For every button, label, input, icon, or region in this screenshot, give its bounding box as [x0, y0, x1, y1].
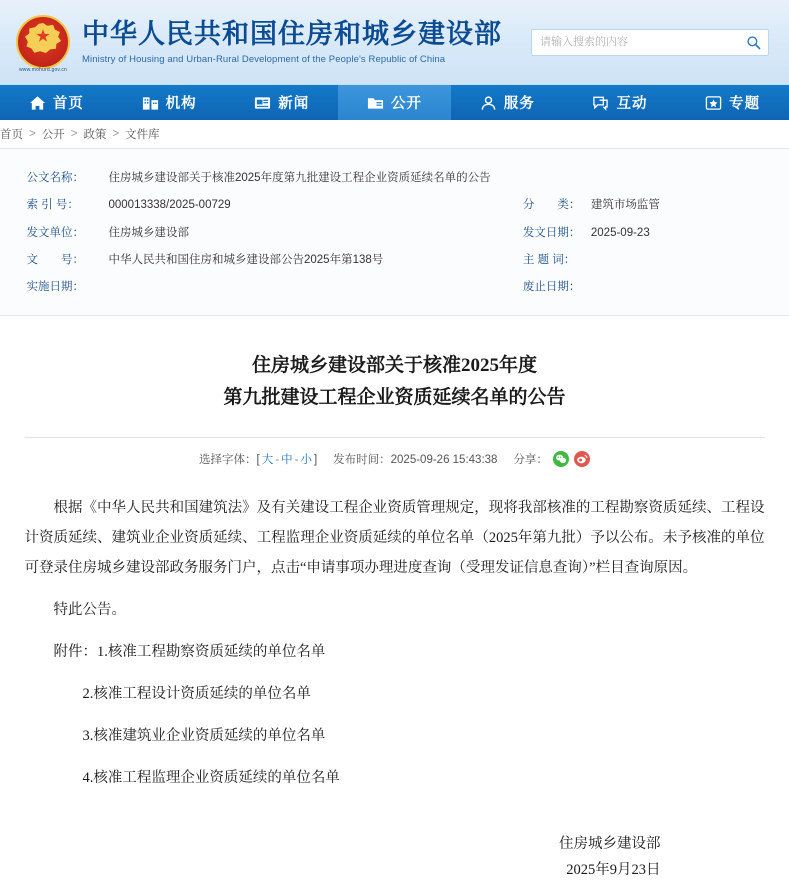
publish-time-label: 发布时间： [333, 453, 391, 466]
nav-label-service: 服务 [503, 96, 535, 112]
font-size-label: 选择字体： [199, 453, 257, 466]
meta-value-index: 000013338/2025-00729 [108, 199, 231, 212]
breadcrumb-item-documents[interactable]: 文件库 [125, 129, 160, 141]
chat-icon [592, 95, 609, 111]
home-icon [29, 95, 46, 111]
article-toolbar [25, 437, 765, 467]
article-signature [25, 831, 765, 883]
breadcrumb-separator: > [112, 128, 120, 140]
nav-item-interaction[interactable] [564, 85, 677, 120]
nav-label-interaction: 互动 [616, 96, 648, 112]
meta-value-category: 建筑市场监管 [590, 199, 660, 212]
page-title-line-1: 住房城乡建设部关于核准2025年度 [251, 355, 537, 377]
site-search[interactable] [531, 29, 769, 56]
attachment-line-1[interactable]: 附件：1.核准工程勘察资质延续的单位名单 [53, 643, 326, 660]
search-input[interactable] [532, 30, 738, 55]
share-label: 分享： [513, 453, 548, 466]
share-group [513, 451, 590, 467]
nav-item-service[interactable] [451, 85, 564, 120]
nav-label-news: 新闻 [278, 96, 310, 112]
nav-item-news[interactable] [225, 85, 338, 120]
font-size-dash-1: - [275, 453, 280, 466]
meta-row-effective [25, 274, 765, 301]
search-icon [746, 35, 761, 50]
meta-label-category: 分 类： [522, 199, 581, 212]
meta-label-issuer: 发文单位： [26, 226, 84, 239]
article [25, 316, 765, 883]
meta-value-effective [107, 274, 521, 301]
meta-label-abolish: 废止日期： [522, 281, 581, 293]
publish-time-group [333, 451, 497, 467]
folder-open-icon [367, 95, 384, 111]
breadcrumb-item-home[interactable]: 首页 [0, 129, 23, 141]
nav-item-open[interactable] [338, 85, 451, 120]
meta-value-issue-date: 2025-09-23 [590, 226, 650, 239]
site-header [0, 0, 789, 85]
wechat-share-icon[interactable] [553, 451, 569, 467]
meta-value-issuer: 住房城乡建设部 [108, 226, 189, 239]
signature-organization: 住房城乡建设部 [559, 835, 661, 852]
font-size-bracket-close: ] [313, 453, 318, 466]
national-emblem-icon [14, 13, 72, 71]
meta-value-name: 住房城乡建设部关于核准2025年度第九批建设工程企业资质延续名单的公告 [108, 172, 491, 184]
article-paragraph-2: 特此公告。 [53, 601, 126, 618]
site-title-block [82, 19, 502, 64]
nav-label-organization: 机构 [165, 96, 197, 112]
nav-label-home: 首页 [52, 96, 84, 112]
star-icon [705, 95, 722, 111]
nav-label-topics: 专题 [729, 96, 761, 112]
article-body [25, 493, 765, 793]
page-title [25, 350, 765, 413]
meta-row-index [25, 192, 765, 219]
search-button[interactable] [738, 30, 768, 55]
attachment-line-3[interactable]: 3.核准建筑业企业资质延续的单位名单 [82, 727, 326, 744]
meta-label-docnum: 文 号： [26, 253, 84, 266]
page-title-line-2: 第九批建设工程企业资质延续名单的公告 [223, 386, 566, 408]
site-title-en: Ministry of Housing and Urban-Rural Development of the People's Republic of China [82, 53, 446, 65]
building-icon [142, 95, 159, 111]
news-icon [254, 95, 271, 111]
meta-value-docnum: 中华人民共和国住房和城乡建设部公告2025年第138号 [108, 253, 384, 266]
meta-value-abolish [589, 274, 765, 301]
meta-row-docnum [25, 247, 765, 274]
main-navigation [0, 85, 789, 120]
font-size-large-button[interactable]: 大 [261, 453, 274, 466]
emblem-url-text: www.mohurd.gov.cn [18, 67, 68, 73]
attachment-line-4[interactable]: 4.核准工程监理企业资质延续的单位名单 [82, 769, 340, 786]
site-title-cn: 中华人民共和国住房和城乡建设部 [82, 19, 502, 50]
person-icon [480, 95, 497, 111]
breadcrumb-item-policy[interactable]: 政策 [83, 129, 107, 141]
meta-row-issuer [25, 220, 765, 247]
font-size-small-button[interactable]: 小 [300, 453, 312, 466]
meta-label-effective: 实施日期： [26, 281, 84, 293]
meta-label-name: 公文名称： [26, 172, 84, 184]
breadcrumb-separator: > [70, 128, 78, 140]
document-meta-panel [0, 149, 789, 316]
font-size-selector [199, 451, 317, 467]
breadcrumb [0, 120, 789, 149]
attachment-line-2[interactable]: 2.核准工程设计资质延续的单位名单 [82, 685, 311, 702]
meta-value-subject [589, 247, 765, 274]
nav-label-open: 公开 [391, 96, 423, 112]
weibo-share-icon[interactable] [574, 451, 590, 467]
breadcrumb-separator: > [29, 128, 36, 140]
publish-time-value: 2025-09-26 15:43:38 [390, 453, 498, 466]
breadcrumb-item-open[interactable]: 公开 [41, 129, 65, 141]
meta-label-subject: 主 题 词： [522, 253, 576, 266]
meta-row-name [25, 165, 765, 192]
font-size-dash-2: - [294, 453, 299, 466]
nav-item-home[interactable] [0, 85, 113, 120]
article-paragraph-1: 根据《中华人民共和国建筑法》及有关建设工程企业资质管理规定，现将我部核准的工程勘察资质延续、工程设计资质延续、建筑业企业资质延续、工程监理企业资质延续的单位名单（2025年第九批）予以公布。未予核准的单位可登录住房城乡建设部政务服务门户，点击“申请事项办理进度查询（受理发证信息查询）”栏目查询原因。 [24, 499, 765, 576]
nav-item-topics[interactable] [676, 85, 789, 120]
meta-label-index: 索 引 号： [26, 199, 79, 212]
signature-date: 2025年9月23日 [566, 861, 661, 878]
font-size-bracket-open: [ [256, 453, 260, 466]
font-size-medium-button[interactable]: 中 [281, 453, 293, 466]
meta-label-issue-date: 发文日期： [522, 226, 581, 239]
nav-item-organization[interactable] [113, 85, 226, 120]
